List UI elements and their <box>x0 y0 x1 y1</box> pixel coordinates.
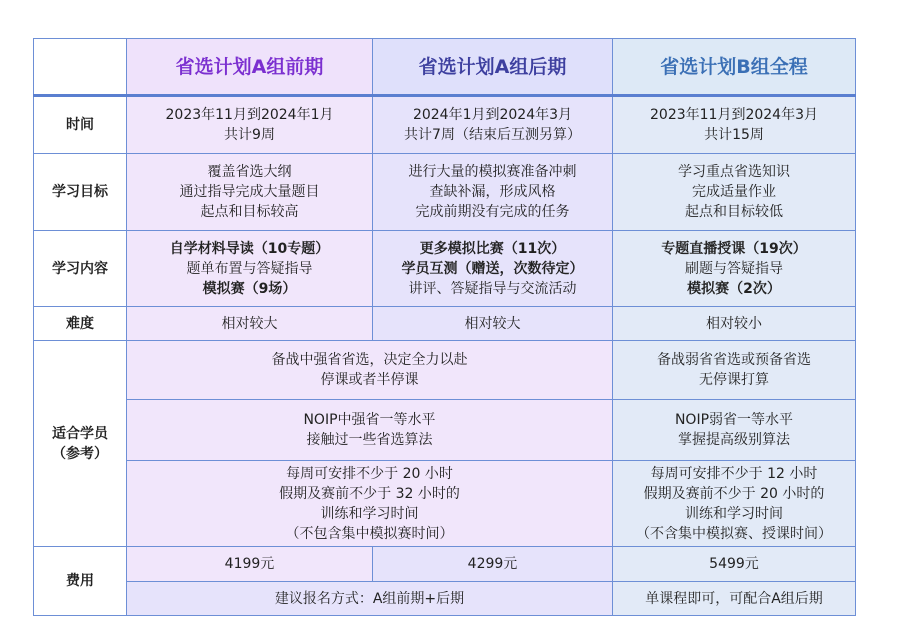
content-row <box>34 231 856 307</box>
suitable-b-commitment: 备战弱省省选或预备省选 无停课打算 <box>613 341 856 400</box>
course-comparison-table <box>33 38 856 616</box>
corner-cell <box>34 39 127 96</box>
row-label-fee: 费用 <box>34 547 127 616</box>
goal-row <box>34 154 856 231</box>
difficulty-b: 相对较小 <box>613 307 856 341</box>
suggest-a: 建议报名方式：A组前期+后期 <box>127 582 613 616</box>
suggest-b: 单课程即可，可配合A组后期 <box>613 582 856 616</box>
row-label-content: 学习内容 <box>34 231 127 307</box>
time-b: 2023年11月到2024年3月 共计15周 <box>613 96 856 154</box>
suitable-a-hours: 每周可安排不少于 20 小时 假期及赛前不少于 32 小时的 训练和学习时间 （不包含集中模拟赛时间） <box>127 461 613 547</box>
fee-row <box>34 547 856 582</box>
content-a-late: 更多模拟比赛（11次） 学员互测（赠送，次数待定） 讲评、答疑指导与交流活动 <box>373 231 613 307</box>
time-row <box>34 96 856 154</box>
suitable-row-3 <box>34 461 856 547</box>
fee-a-late: 4299元 <box>373 547 613 582</box>
time-a-early: 2023年11月到2024年1月 共计9周 <box>127 96 373 154</box>
content-b: 专题直播授课（19次） 刷题与答疑指导 模拟赛（2次） <box>613 231 856 307</box>
difficulty-a-late: 相对较大 <box>373 307 613 341</box>
fee-a-early: 4199元 <box>127 547 373 582</box>
suitable-b-level: NOIP弱省一等水平 掌握提高级别算法 <box>613 400 856 461</box>
col-header-a-early: 省选计划A组前期 <box>127 39 373 96</box>
suitable-a-commitment: 备战中强省省选，决定全力以赴 停课或者半停课 <box>127 341 613 400</box>
fee-b: 5499元 <box>613 547 856 582</box>
row-label-time: 时间 <box>34 96 127 154</box>
time-a-late: 2024年1月到2024年3月 共计7周（结束后互测另算） <box>373 96 613 154</box>
goal-a-late: 进行大量的模拟赛准备冲刺 查缺补漏，形成风格 完成前期没有完成的任务 <box>373 154 613 231</box>
suitable-row-2 <box>34 400 856 461</box>
suitable-b-hours: 每周可安排不少于 12 小时 假期及赛前不少于 20 小时的 训练和学习时间 （不含集中模拟赛、授课时间） <box>613 461 856 547</box>
goal-a-early: 覆盖省选大纲 通过指导完成大量题目 起点和目标较高 <box>127 154 373 231</box>
difficulty-a-early: 相对较大 <box>127 307 373 341</box>
row-label-goal: 学习目标 <box>34 154 127 231</box>
goal-b: 学习重点省选知识 完成适量作业 起点和目标较低 <box>613 154 856 231</box>
suggest-row <box>34 582 856 616</box>
col-header-b-full: 省选计划B组全程 <box>613 39 856 96</box>
suitable-a-level: NOIP中强省一等水平 接触过一些省选算法 <box>127 400 613 461</box>
content-a-early: 自学材料导读（10专题） 题单布置与答疑指导 模拟赛（9场） <box>127 231 373 307</box>
suitable-row-1 <box>34 341 856 400</box>
row-label-suitable: 适合学员 （参考） <box>34 341 127 547</box>
header-row <box>34 39 856 96</box>
col-header-a-late: 省选计划A组后期 <box>373 39 613 96</box>
difficulty-row <box>34 307 856 341</box>
row-label-difficulty: 难度 <box>34 307 127 341</box>
